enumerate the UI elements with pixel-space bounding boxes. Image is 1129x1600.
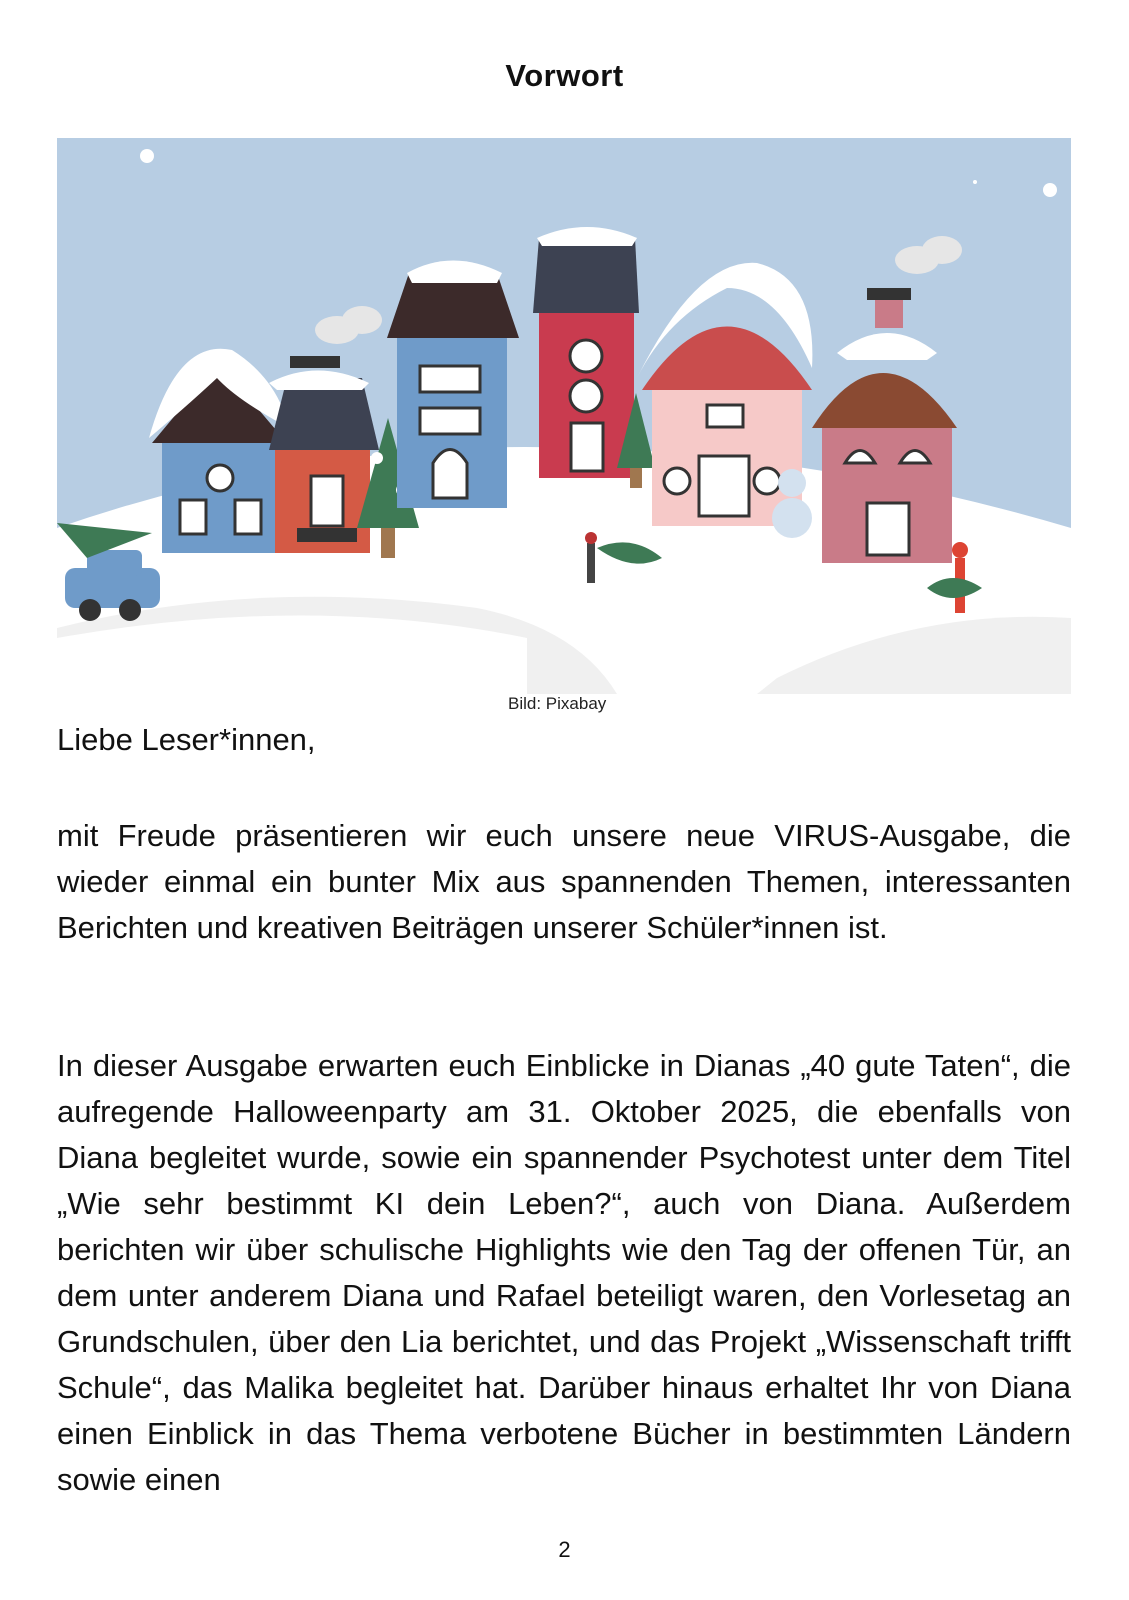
paragraph-contents: In dieser Ausgabe erwarten euch Einblicke in Dianas „40 gute Taten“, die aufregende Halloweenparty am 31. Oktober 2025, die ebenfalls von Diana begleitet wurde, sowie ein spannender Psychotest unter dem Titel „Wie sehr bestimmt KI dein Leben?“, auch von Diana. Außerdem berichten wir über schulische Highlights wie den Tag der offenen Tür, an dem unter anderem Diana und Rafael beteiligt waren, den Vorlesetag an Grundschulen, über den Lia berichtet, und das Projekt „Wissenschaft trifft Schule“, das Malika begleitet hat. Darüber hinaus erhaltet Ihr von Diana einen Einblick in das Thema verbotene Bücher in bestimmten Ländern sowie einen — [57, 1048, 1071, 1497]
page-title: Vorwort — [505, 58, 624, 93]
paragraph-intro: mit Freude präsentieren wir euch unsere neue VIRUS-Ausgabe, die wieder einmal ein bunter Mix aus spannenden Themen, interessanten Berichten und kreativen Beiträgen unserer Schüler*innen ist. — [57, 818, 1071, 945]
image-caption: Bild: Pixabay — [508, 694, 607, 713]
winter-village-illustration — [57, 138, 1071, 694]
salutation: Liebe Leser*innen, — [57, 722, 316, 757]
page-number: 2 — [558, 1537, 571, 1562]
